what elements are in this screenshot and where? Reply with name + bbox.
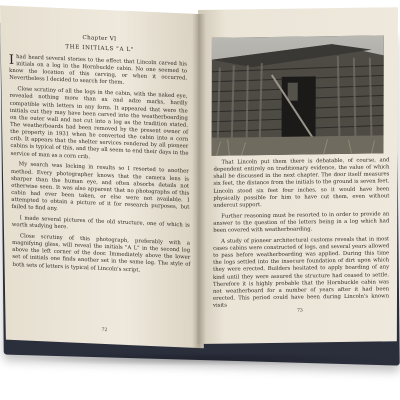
paragraph: Close scrutiny of this photograph, preferably with a magnifying glass, will reveal the initials "A L" in the second log above the left corner of the door. Immediately above the lower set of initials one finds another set in the same log. The style of both sets of letters is typical of Lincoln's script. [12,233,191,274]
right-page [197,7,398,344]
paragraph: Ihad heard several stories to the effect that Lincoln carved his initials on a log in the Hornbuckle cabin. No one seemed to know the location of this carving, or when it occurred. Nevertheless I decided to search for them. [8,52,188,87]
chapter-title: THE INITIALS "A L" [65,44,135,54]
right-page-text [213,157,390,313]
paragraph: I made several pictures of the old structure, one of which is worth studying here. [11,215,190,231]
cabin-photo-graphic [211,35,383,155]
chapter-heading: Chapter VI [82,34,117,43]
paragraph: My search was lacking in results so I resorted to another method. Every photographer knows that the camera lens is sharper than the human eye, and often absorbs details not otherwise seen. It was also apparent that no photographs of this cabin had ever been taken, or else were not available. I attempted to obtain a picture of it for research purposes, but failed to find any. [10,161,190,213]
page-number-left: 72 [101,327,108,334]
left-page [0,5,204,348]
paragraph: A study of pioneer architectural customs reveals that in most cases cabins were constructed of logs, and several years allowed to pass before weatherboarding was applied. During this time the logs settled into the insecure foundation of dirt upon which they were erected. Builders hesitated to apply boarding of any kind until they were assured the structure had ceased to settle. Therefore it is highly probable that the Hornbuckle cabin was not weatherboard for a number of years after it had been erected. This period could have been during Lincoln's known visits [212,236,390,309]
left-page-text [9,54,191,280]
log-cabin-photo-icon [211,35,383,155]
book-gutter [192,14,206,350]
book-shadow [20,352,390,366]
page-number-right: 73 [296,308,303,314]
paragraph: Close scrutiny of all the logs in the cabin, with the naked eye, revealed nothing more than ax and adze marks, hardly compatible with letters in any form. It appeared that were the initials cut they may have been carved into the weatherboarding on the outer wall and not cut into a log as the tradition stated. The weatherboards had been removed by the present owner of the property in 1931 when he converted the cabin into a corn crib. It appears that the shelter services rendered by all pioneer cabins is typical of this, and they all seem to end their days in the service of man as a corn crib. [9,86,189,160]
paragraph: Further reasoning must be resorted to in order to provide an answer to the question of the letters being in a log which had been covered with weatherboarding. [213,211,390,234]
drop-cap: I [8,52,15,68]
paragraph: That Lincoln put them there is debatable, of course, and dependent entirely on traditionary evidence, the value of which shall be discussed in the next chapter. The door itself measures six feet, the distance from the initials to the ground is seven feet. Lincoln stood six feet four inches, so it would have been physically possible for him to have cut them, even without undercut support. [213,157,390,209]
